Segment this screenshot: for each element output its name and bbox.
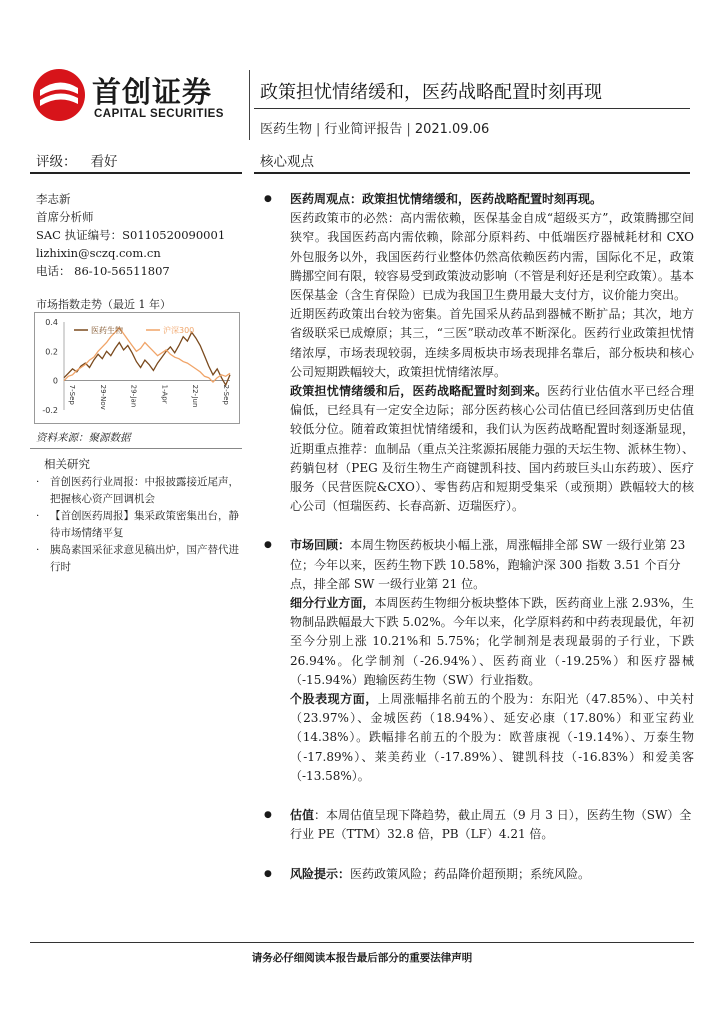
report-date: 2021.09.06 — [414, 122, 490, 137]
x-tick-label: 2-Sep — [222, 384, 230, 405]
y-tick-label: 0 — [52, 376, 58, 386]
valuation-body: ：本周估值呈现下降趋势，截止周五（9 月 3 日），医药生物（SW）全行业 PE（TTM）32.8 倍，PB（LF）4.21 倍。 — [290, 808, 692, 842]
related-research-title: 相关研究 — [44, 457, 90, 471]
source-rule — [30, 448, 242, 449]
brand-name-en: CAPITAL SECURITIES — [94, 108, 224, 120]
risk-warning — [262, 865, 694, 884]
report-sector: 医药生物 — [260, 122, 313, 137]
legal-disclaimer: 请务必仔细阅读本报告最后部分的重要法律声明 — [251, 952, 473, 964]
strategic-allocation — [262, 382, 694, 516]
strategic-allocation-title: 政策担忧情绪缓和后，医药战略配置时刻到来。 — [290, 384, 548, 399]
footer-rule — [30, 942, 694, 943]
related-item[interactable]: · 【首创医药周报】集采政策密集出台，静待市场情绪平复 — [36, 508, 246, 542]
valuation — [262, 806, 694, 844]
market-review-title: 市场回顾： — [290, 538, 351, 553]
stock-performance — [262, 690, 694, 786]
rating-label: 评级： — [36, 154, 77, 170]
series-line-沪深300 — [64, 328, 230, 382]
x-tick-label: 29-Jan — [129, 384, 138, 408]
report-type: 行业简评报告 — [324, 122, 403, 137]
section-title: 核心观点 — [260, 154, 314, 170]
chart-source: 资料来源：聚源数据 — [36, 432, 131, 444]
x-tick-label: 7-Sep — [68, 384, 76, 405]
header-divider — [249, 70, 250, 140]
brand-name-cn: 首创证券 — [92, 75, 213, 109]
stock-performance-body: 上周涨幅排名前五的个股为：东阳光（47.85%）、中关村（23.97%）、金城医药（18.94%）、延安必康（17.80%）和亚宝药业（14.38%）。跌幅排名前五的个股为：欧普康视（-19.14%）、万泰生物（-17.89%）、莱美药业（-17.89%）、键凯科技（-16.83%）和爱美客（-13.58%）。 — [290, 692, 694, 783]
analyst-phone: 电话： 86-10-56511807 — [36, 264, 170, 278]
y-tick-label: 0.4 — [45, 318, 58, 327]
header-rule — [254, 108, 690, 109]
risk-warning-title: 风险提示： — [290, 866, 351, 881]
analyst-name: 李志新 — [36, 192, 71, 206]
analyst-email[interactable]: lizhixin@sczq.com.cn — [36, 246, 161, 260]
y-tick-label: -0.2 — [42, 406, 58, 415]
weekly-view-heading — [262, 190, 694, 209]
analyst-sac: SAC 执证编号：S0110520090001 — [36, 228, 226, 242]
stock-performance-title: 个股表现方面， — [290, 692, 378, 707]
legend-label: 医药生物 — [91, 326, 123, 335]
legend-label: 沪深300 — [163, 326, 195, 335]
weekly-view-body-2: 近期医药政策出台较为密集。首先国采从药品到器械不断扩品；其次，地方省级联采已成燎原；其三，“三医”联动改革不断深化。医药行业政策担忧情绪浓厚，市场表现较弱，连续多周板块市场表现排名靠后，部分板块和核心公司短期跌幅较大，政策担忧情绪浓厚。 — [290, 307, 694, 379]
sub-industry-title: 细分行业方面， — [290, 596, 375, 611]
rating-value: 看好 — [90, 154, 118, 170]
risk-warning-body: 医药政策风险；药品降价超预期；系统风险。 — [350, 866, 591, 881]
market-review-body: 本周生物医药板块小幅上涨，周涨幅排全部 SW 一级行业第 23 位；今年以来，医药生物下跌 10.58%，跑输沪深 300 指数 3.51 个百分点，排全部 SW 一级行业第 21 位。 — [290, 538, 686, 591]
meta-separator: | — [316, 122, 321, 137]
market-review — [262, 536, 694, 594]
weekly-view-body: 医药政策市的必然：高内需依赖，医保基金自成“超级买方”，政策腾挪空间狭窄。我国医药高内需依赖，除部分原料药、中低端医疗器械耗材和 CXO 外包服务以外，我国医药行业整体仍然高依赖医药内需，国际化不足，政策腾挪空间有限，较容易受到政策波动影响（不管是利好还是利空政策）。基本医保基金（含生育保险）已成为我国卫生费用最大支付方，议价能力突出。 — [290, 211, 694, 303]
meta-separator: | — [406, 122, 411, 137]
capital-securities-logo-icon — [30, 66, 88, 124]
report-meta — [260, 118, 489, 137]
report-title: 政策担忧情绪缓和，医药战略配置时刻再现 — [260, 82, 602, 103]
x-tick-label: 22-Jun — [191, 384, 200, 408]
analyst-info — [36, 190, 225, 280]
rating — [36, 150, 118, 170]
valuation-title: 估值 — [290, 808, 315, 823]
y-tick-label: 0.2 — [45, 347, 58, 357]
left-column-rule — [30, 172, 242, 174]
sub-industry-body: 本周医药生物细分板块整体下跌，医药商业上涨 2.93%，生物制品跌幅最大下跌 5.02%。今年以来，化学原料药和中药表现最优，年初至今分别上涨 10.21%和 5.75%；化学制剂是表现最弱的子行业，下跌 26.94%。化学制剂（-26.94%）、医药商业（-19.25%）和医疗器械（-15.94%）跑输医药生物（SW）行业指数。 — [290, 596, 694, 687]
company-logo — [30, 66, 240, 126]
x-tick-label: 1-Apr — [160, 384, 169, 404]
chart-title: 市场指数走势（最近 1 年） — [36, 298, 171, 311]
related-item[interactable]: · 首创医药行业周报：中报披露接近尾声，把握核心资产回调机会 — [36, 474, 246, 508]
market-index-chart — [34, 312, 240, 424]
analyst-role: 首席分析师 — [36, 210, 94, 224]
right-column-rule — [254, 172, 690, 174]
x-tick-label: 29-Nov — [98, 384, 107, 410]
related-item[interactable]: · 胰岛素国采征求意见稿出炉，国产替代进行时 — [36, 542, 246, 576]
related-research-list — [36, 474, 246, 576]
sub-industry — [262, 594, 694, 690]
core-views — [262, 190, 694, 884]
weekly-view-title: 医药周观点：政策担忧情绪缓和，医药战略配置时刻再现。 — [290, 192, 603, 206]
strategic-allocation-body: 医药行业估值水平已经合理偏低，已经具有一定安全边际；部分医药核心公司估值已经回落到历史估值较低分位。随着政策担忧情绪缓和，我们认为医药战略配置时刻逐渐显现，近期重点推荐：血制品（重点关注浆源拓展能力强的天坛生物、派林生物）、药躺包材（PEG 及衍生物生产商键凯科技、国内药玻巨头山东药玻）、医疗服务（民营医院&CXO）、零售药店和短期受集采（或预期）跌幅较大的核心公司（恒瑞医药、长春高新、迈瑞医疗）。 — [290, 384, 694, 514]
